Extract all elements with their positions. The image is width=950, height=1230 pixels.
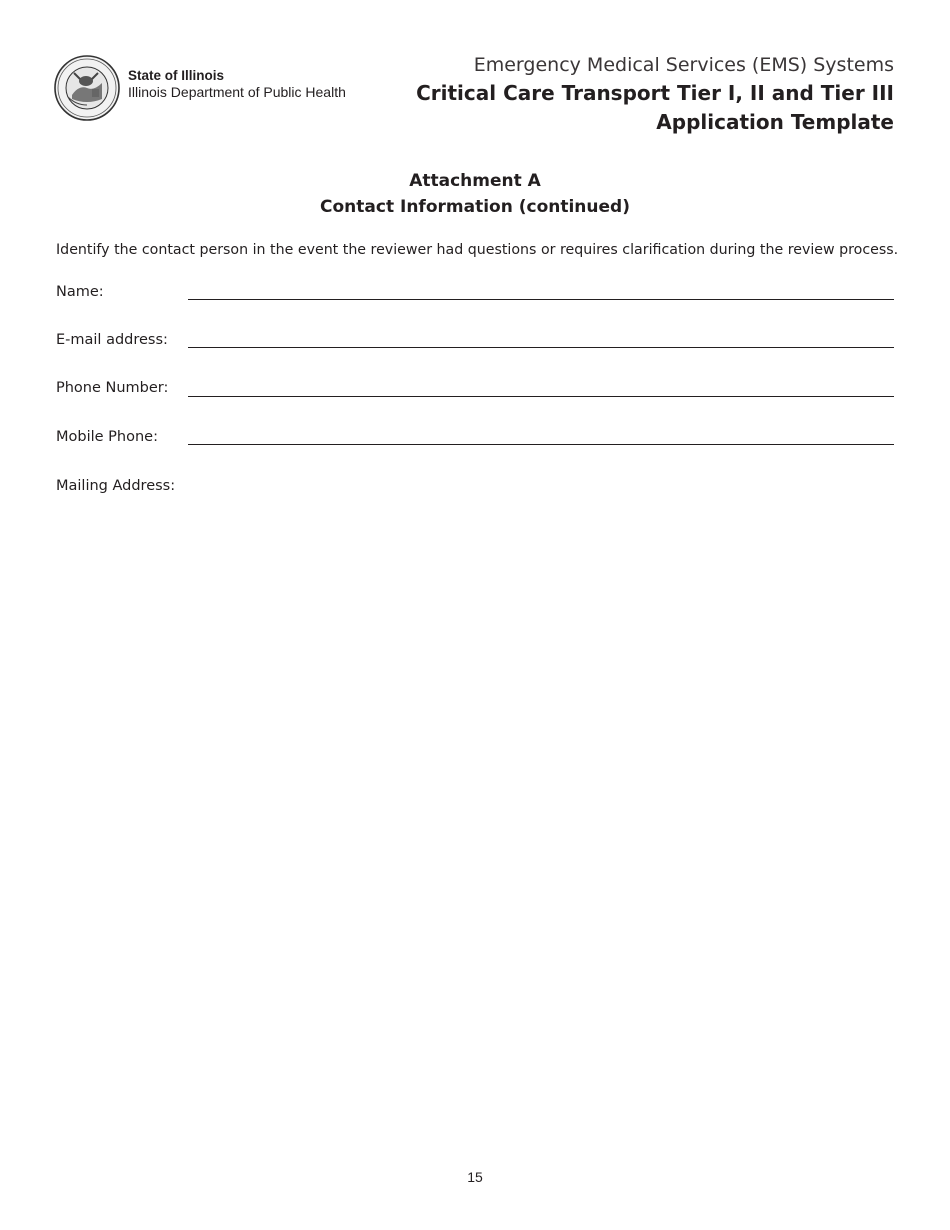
page-number: 15 [467,1169,483,1185]
contact-info-heading: Contact Information (continued) [320,197,630,217]
state-seal-icon [54,55,120,121]
email-label: E-mail address: [56,332,168,348]
title-line-1: Emergency Medical Services (EMS) Systems [473,54,894,76]
agency-state: State of Illinois [128,68,225,83]
mailing-address-label: Mailing Address: [56,478,176,494]
section-heading [0,168,950,220]
attachment-heading: Attachment A [409,171,541,191]
agency-department: Illinois Department of Public Health [128,84,346,100]
document-title [416,51,894,137]
intro-text: Identify the contact person in the event the reviewer had questions or requires clarification during the review process. [56,242,899,258]
phone-number-field[interactable] [188,396,894,397]
email-field[interactable] [188,347,894,348]
agency-block [128,67,346,101]
title-line-2: Critical Care Transport Tier I, II and Tier III [416,81,894,105]
phone-number-label: Phone Number: [56,380,169,396]
mobile-phone-field[interactable] [188,444,894,445]
title-line-3: Application Template [656,110,894,134]
name-label: Name: [56,284,104,300]
mobile-phone-label: Mobile Phone: [56,429,158,445]
name-field[interactable] [188,299,894,300]
